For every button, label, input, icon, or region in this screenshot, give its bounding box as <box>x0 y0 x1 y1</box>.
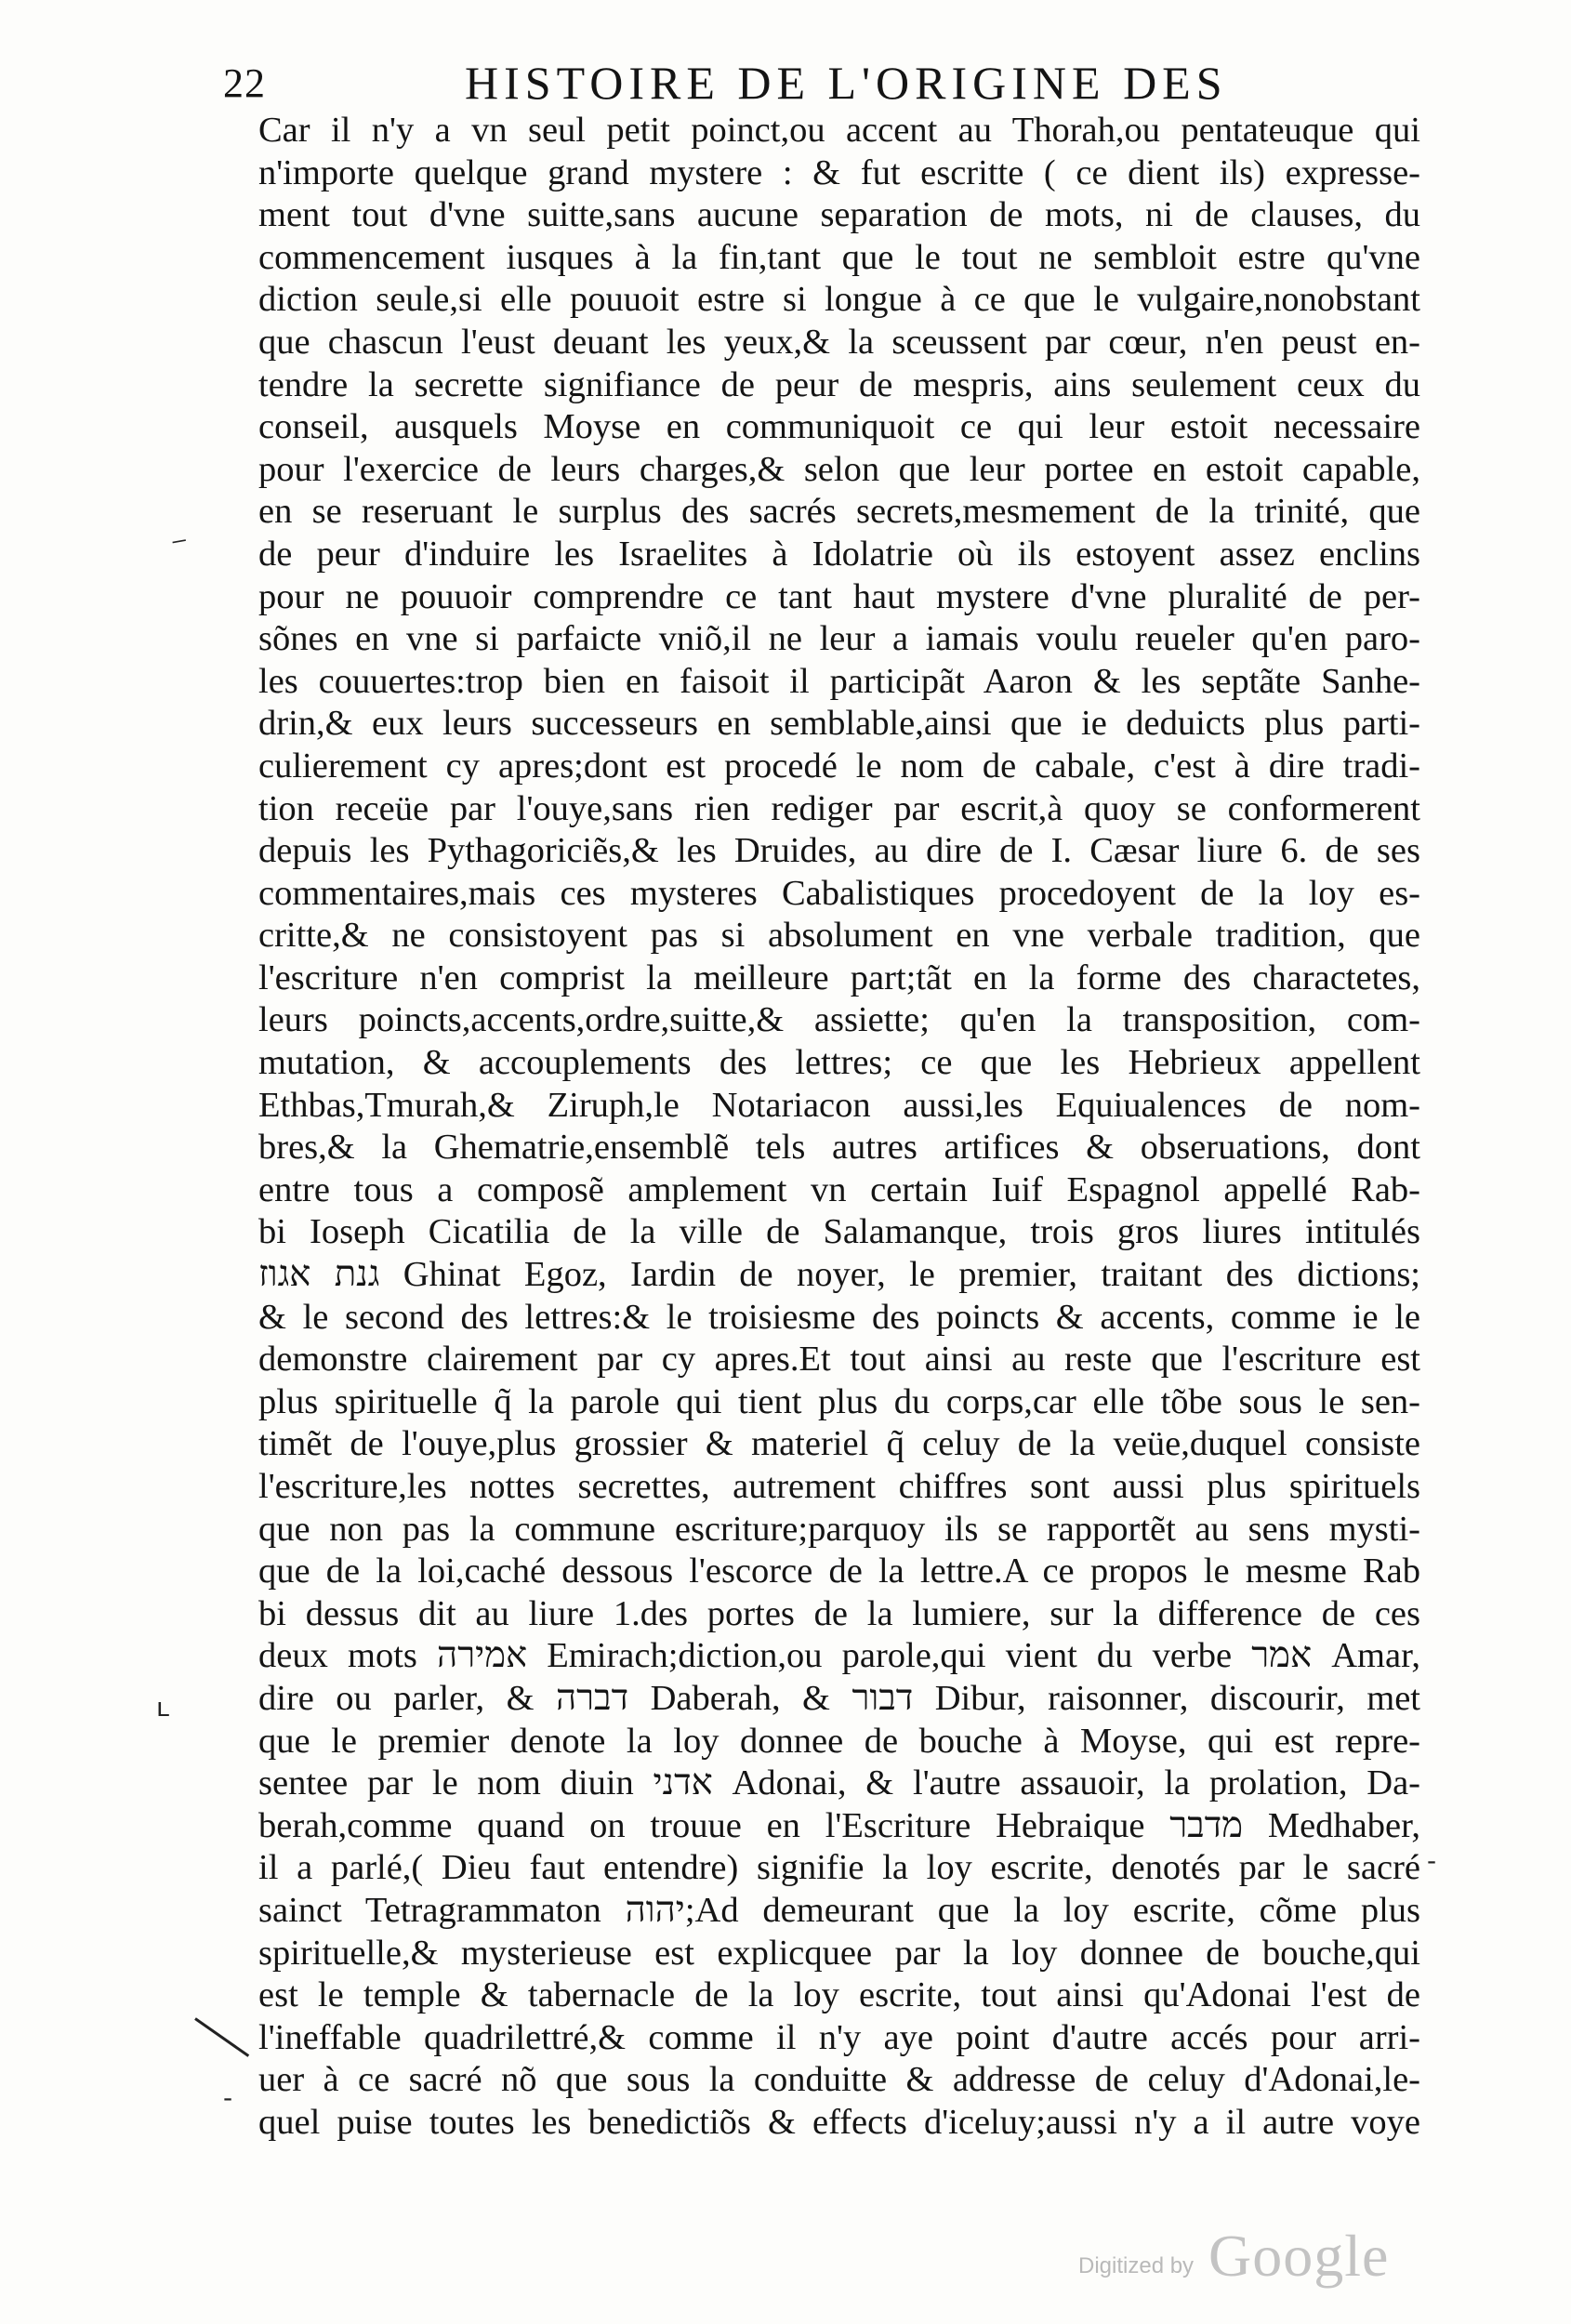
margin-pen-mark: ⸝ <box>167 519 198 554</box>
text-line: leurs poincts,accents,ordre,suitte,& assiette; qu'en la transposition, com- <box>258 1000 1420 1040</box>
text-line: commencement iusques à la fin,tant que le tout ne sembloit estre qu'vne <box>258 237 1420 277</box>
text-line: que chascun l'eust deuant les yeux,& la sceussent par cœur, n'en peust en- <box>258 322 1420 362</box>
text-line: bres,& la Ghematrie,ensemblẽ tels autres artifices & obseruations, dont <box>258 1128 1420 1168</box>
text-line: que de la loi,caché dessous l'escorce de la lettre.A ce propos le mesme Rab <box>258 1552 1420 1591</box>
text-line: tendre la secrette signifiance de peur de mespris, ains seulement ceux du <box>258 364 1420 404</box>
text-line: entre tous a composẽ amplement vn certain Iuif Espagnol appellé Rab- <box>258 1169 1420 1209</box>
text-line: critte,& ne consistoyent pas si absolument en vne verbale tradition, que <box>258 916 1420 956</box>
text-line: que non pas la commune escriture;parquoy ils se rapportẽt au sens mysti- <box>258 1509 1420 1549</box>
text-line: depuis les Pythagoriciẽs,& les Druides, au dire de I. Cæsar liure 6. de ses <box>258 831 1420 871</box>
text-line: bi Ioseph Cicatilia de la ville de Salamanque, trois gros liures intitulés <box>258 1212 1420 1252</box>
text-line: les couuertes:trop bien en faisoit il participãt Aaron & les septãte Sanhe- <box>258 661 1420 701</box>
text-line: il a parlé,( Dieu faut entendre) signifie la loy escrite, denotés par le sacré <box>258 1848 1420 1888</box>
text-line: pour ne pouuoir comprendre ce tant haut mystere d'vne pluralité de per- <box>258 576 1420 616</box>
text-line: ment tout d'vne suitte,sans aucune separation de mots, ni de clauses, du <box>258 195 1420 235</box>
margin-pen-mark: - <box>223 2082 233 2113</box>
text-line: spirituelle,& mysterieuse est explicquee par la loy donnee de bouche,qui <box>258 1933 1420 1973</box>
text-line: demonstre clairement par cy apres.Et tout ainsi au reste que l'escriture est <box>258 1340 1420 1380</box>
text-line: tion receüe par l'ouye,sans rien rediger par escrit,à quoy se conformerent <box>258 788 1420 828</box>
text-line: est le temple & tabernacle de la loy escrite, tout ainsi qu'Adonai l'est de <box>258 1975 1420 2015</box>
text-line: berah,comme quand on trouue en l'Escriture Hebraique מדבר Medhaber, <box>258 1805 1420 1845</box>
text-line: plus spirituelle q̃ la parole qui tient plus du corps,car elle tõbe sous le sen- <box>258 1381 1420 1421</box>
text-line: Car il n'y a vn seul petit poinct,ou accent au Thorah,ou pentateuque qui <box>258 111 1420 150</box>
text-line: sainct Tetragrammaton יהוה;Ad demeurant que la loy escrite, cõme plus <box>258 1890 1421 1930</box>
text-line: en se reseruant le surplus des sacrés secrets,mesmement de la trinité, que <box>258 492 1420 532</box>
text-line: diction seule,si elle pouuoit estre si longue à ce que le vulgaire,nonobstant <box>258 280 1420 320</box>
google-logo: Google <box>1208 2223 1390 2289</box>
text-line: l'escriture n'en comprist la meilleure part;tãt en la forme des charactetes, <box>258 957 1420 997</box>
margin-pen-stroke <box>194 2017 249 2057</box>
text-line: drin,& eux leurs successeurs en semblable,ainsi que ie deduicts plus parti- <box>258 704 1420 744</box>
running-title: HISTOIRE DE L'ORIGINE DES <box>465 57 1228 109</box>
text-line: de peur d'induire les Israelites à Idolatrie où ils estoyent assez enclins <box>258 534 1420 574</box>
text-line: uer à ce sacré nõ que sous la conduitte & addresse de celuy d'Adonai,le- <box>258 2060 1420 2100</box>
text-line: deux mots אמירה Emirach;diction,ou parole,qui vient du verbe אמר Amar, <box>258 1636 1420 1676</box>
text-line: conseil, ausquels Moyse en communiquoit ce qui leur estoit necessaire <box>258 407 1420 447</box>
watermark-prefix: Digitized by <box>1078 2253 1195 2278</box>
margin-pen-mark: ʟ <box>156 1692 170 1723</box>
text-line: mutation, & accouplements des lettres; ce que les Hebrieux appellent <box>258 1043 1420 1083</box>
text-line: bi dessus dit au liure 1.des portes de la lumiere, sur la difference de ces <box>258 1593 1420 1633</box>
text-line: que le premier denote la loy donnee de bouche à Moyse, qui est repre- <box>258 1721 1420 1761</box>
body-text <box>258 110 1420 2145</box>
text-line: גנת אגוז Ghinat Egoz, Iardin de noyer, le premier, traitant des dictions; <box>258 1255 1420 1295</box>
text-line: l'escriture,les nottes secrettes, autrement chiffres sont aussi plus spirituels <box>258 1467 1420 1506</box>
digitized-watermark <box>1078 2222 1413 2296</box>
text-line: sentee par le nom diuin אדני Adonai, & l'autre assauoir, la prolation, Da- <box>258 1763 1420 1803</box>
text-line: n'importe quelque grand mystere : & fut escritte ( ce dient ils) expresse- <box>258 152 1420 192</box>
text-line: sõnes en vne si parfaicte vniõ,il ne leur a iamais voulu reueler qu'en paro- <box>258 619 1420 659</box>
page-number: 22 <box>223 60 266 106</box>
text-line: dire ou parler, & דברה Daberah, & דבור Dibur, raisonner, discourir, met <box>258 1678 1420 1718</box>
text-line: culierement cy apres;dont est procedé le nom de cabale, c'est à dire tradi- <box>258 746 1420 786</box>
text-line: pour l'exercice de leurs charges,& selon que leur portee en estoit capable, <box>258 449 1420 489</box>
page-header <box>223 56 1264 112</box>
margin-pen-mark: - <box>1427 1845 1437 1876</box>
text-line: & le second des lettres:& le troisiesme des poincts & accents, comme ie le <box>258 1297 1420 1337</box>
text-line: quel puise toutes les benedictiõs & effects d'iceluy;aussi n'y a il autre voye <box>258 2102 1420 2142</box>
text-line: Ethbas,Tmurah,& Ziruph,le Notariacon aussi,les Equiualences de nom- <box>258 1085 1420 1125</box>
text-line: l'ineffable quadrilettré,& comme il n'y aye point d'autre accés pour arri- <box>258 2017 1420 2057</box>
text-line: commentaires,mais ces mysteres Cabalistiques procedoyent de la loy es- <box>258 873 1420 913</box>
text-line: timẽt de l'ouye,plus grossier & materiel q̃ celuy de la veüe,duquel consiste <box>258 1424 1420 1464</box>
